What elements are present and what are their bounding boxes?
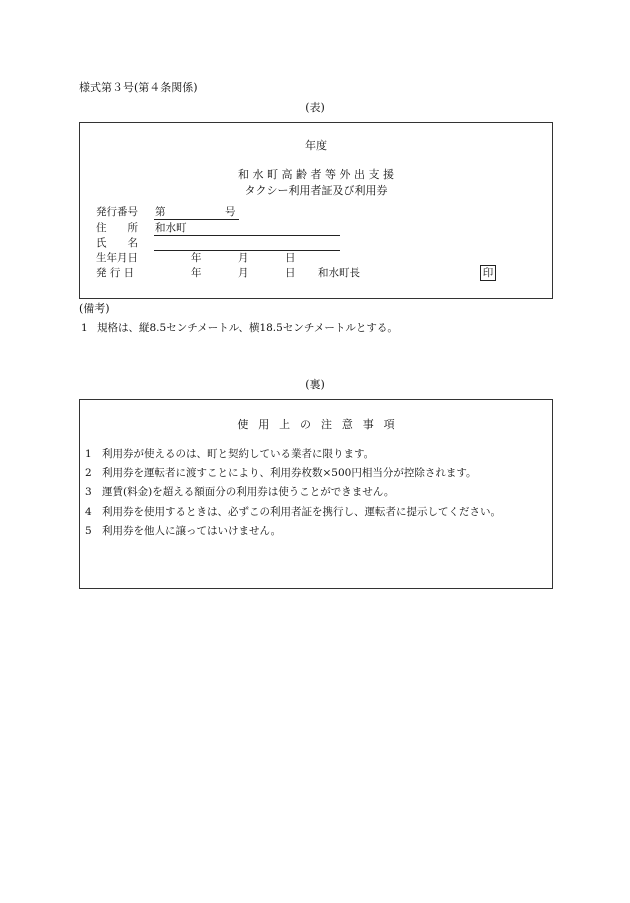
fiscal-year: 年度 bbox=[305, 139, 327, 152]
note-text: 利用券を他人に譲ってはいけません。 bbox=[102, 525, 282, 537]
card-title-line2: タクシー利用者証及び利用券 bbox=[244, 184, 388, 197]
front-label: (表) bbox=[305, 101, 325, 114]
issue-year: 年 bbox=[191, 267, 202, 279]
issue-number-label: 発行番号 bbox=[96, 206, 138, 218]
address-underline bbox=[154, 235, 340, 236]
note-number: 2 bbox=[85, 467, 92, 479]
issue-number-underline bbox=[154, 219, 239, 220]
back-card bbox=[79, 399, 553, 589]
issue-month: 月 bbox=[238, 267, 249, 279]
remarks-heading: (備考) bbox=[79, 302, 110, 315]
issuer-name: 和水町長 bbox=[318, 267, 360, 279]
issue-number-prefix: 第 bbox=[155, 206, 166, 218]
back-label: (裏) bbox=[305, 378, 325, 391]
birth-date-label: 生年月日 bbox=[96, 252, 138, 264]
notes-title: 使用上の注意事項 bbox=[237, 418, 405, 431]
note-text: 利用券を運転者に渡すことにより、利用券枚数×500円相当分が控除されます。 bbox=[102, 467, 477, 479]
birth-year: 年 bbox=[191, 252, 202, 264]
note-number: 5 bbox=[85, 525, 92, 537]
address-label: 住 所 bbox=[96, 222, 138, 234]
issue-date-label: 発 行 日 bbox=[96, 267, 135, 279]
address-value: 和水町 bbox=[155, 222, 187, 234]
front-card bbox=[79, 122, 553, 299]
issue-day: 日 bbox=[285, 267, 296, 279]
name-label: 氏 名 bbox=[96, 237, 138, 249]
note-text: 利用券を使用するときは、必ずこの利用者証を携行し、運転者に提示してください。 bbox=[102, 506, 501, 518]
seal-mark: 印 bbox=[480, 265, 496, 281]
birth-day: 日 bbox=[285, 252, 296, 264]
remark-number: 1 bbox=[81, 322, 88, 334]
form-number: 様式第３号(第４条関係) bbox=[79, 81, 198, 94]
note-number: 4 bbox=[85, 506, 92, 518]
card-title-line1: 和 水 町 高 齢 者 等 外 出 支 援 bbox=[238, 168, 394, 181]
remark-text: 規格は、縦8.5センチメートル、横18.5センチメートルとする。 bbox=[97, 322, 398, 334]
birth-month: 月 bbox=[238, 252, 249, 264]
note-text: 運賃(料金)を超える額面分の利用券は使うことができません。 bbox=[102, 486, 395, 498]
note-number: 1 bbox=[85, 448, 92, 460]
note-text: 利用券が使えるのは、町と契約している業者に限ります。 bbox=[102, 448, 375, 460]
issue-number-suffix: 号 bbox=[225, 206, 236, 218]
note-number: 3 bbox=[85, 486, 92, 498]
